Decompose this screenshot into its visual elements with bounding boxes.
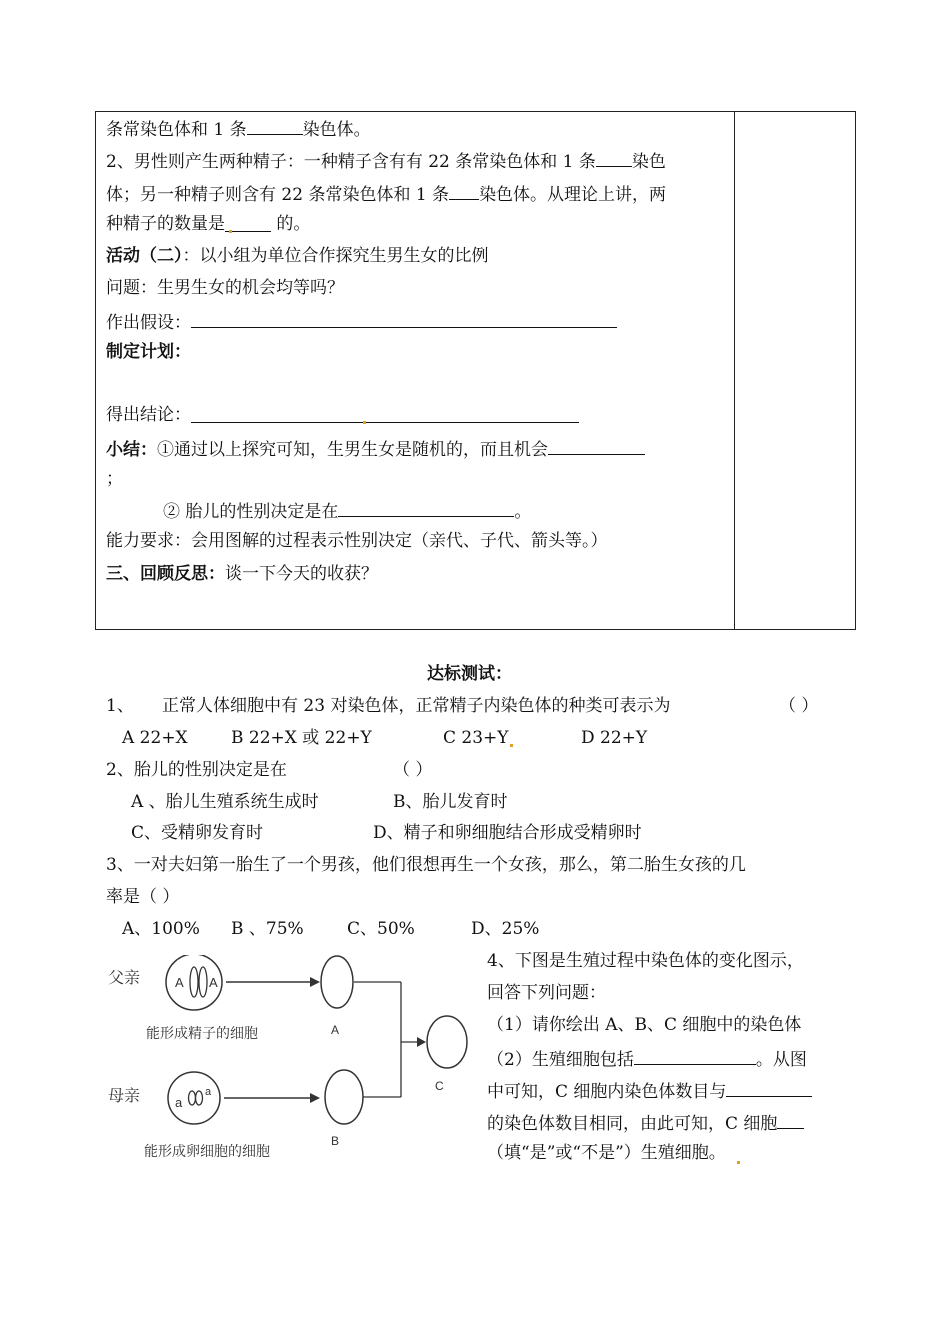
- text-line-4: [106, 213, 310, 235]
- mother-chromosome-1: [189, 1091, 196, 1105]
- blank-4: [225, 213, 271, 232]
- question-text: 问题：生男生女的机会均等吗？: [106, 278, 344, 298]
- line3-text: 体；另一种精子则含有 22 条常染色体和 1 条: [106, 185, 450, 205]
- cell-b-circle: [325, 1070, 363, 1124]
- test-title: 达标测试：: [427, 664, 512, 684]
- q4-line-6: [487, 1110, 804, 1135]
- mother-gene-1: a: [175, 1095, 183, 1110]
- text-line-3: [106, 181, 666, 206]
- q1-option-d: D 22+Y: [581, 728, 648, 748]
- arrow-father-head: [310, 977, 320, 987]
- summary-heading: 小结：: [106, 440, 157, 460]
- sperm-cell-label: 能形成精子的细胞: [146, 1025, 258, 1041]
- cell-a-circle: [321, 956, 353, 1008]
- q4-line-5-text: 中可知，C 细胞内染色体数目与: [487, 1082, 727, 1102]
- activity2-heading: 活动（二）: [106, 246, 183, 266]
- cell-a-label: A: [331, 1023, 340, 1037]
- blank-1: [247, 116, 303, 135]
- plan-label: 制定计划：: [106, 342, 191, 362]
- q4-line-5: [487, 1078, 812, 1103]
- ability-text: 能力要求：会用图解的过程表示性别决定（亲代、子代、箭头等。）: [106, 531, 608, 551]
- text-line-1: [106, 116, 371, 141]
- q3-option-a: A、100%: [122, 919, 200, 939]
- q1-text: 正常人体细胞中有 23 对染色体，正常精子内染色体的种类可表示为: [162, 696, 671, 716]
- blank-2: [596, 148, 632, 167]
- line4-text: 种精子的数量是: [106, 214, 225, 234]
- mother-gene-2: a: [205, 1086, 212, 1098]
- summary-blank-2: [338, 498, 514, 517]
- q4-line-2: 回答下列问题：: [487, 983, 606, 1003]
- review-text: 谈一下今天的收获？: [225, 564, 378, 584]
- q3-option-b: B 、75%: [231, 919, 304, 939]
- q3-option-d: D、25%: [471, 919, 540, 939]
- q4-blank-2: [726, 1078, 812, 1097]
- hypothesis-label: 作出假设：: [106, 313, 191, 333]
- line1-end: 染色体。: [302, 120, 371, 140]
- q4-mark-dot: [737, 1161, 740, 1164]
- q3-option-c: C、50%: [347, 919, 415, 939]
- q4-line-6-text: 的染色体数目相同，由此可知，C 细胞: [487, 1114, 778, 1134]
- q4-line-7-text: （填“是”或“不是”）生殖细胞。: [487, 1143, 726, 1163]
- summary-row-2: [163, 498, 531, 523]
- line2-end: 染色: [631, 152, 666, 172]
- table-column-divider: [734, 112, 735, 629]
- q4-blank-1: [634, 1046, 756, 1065]
- q4-line-3: （1）请你绘出 A、B、C 细胞中的染色体: [487, 1015, 802, 1035]
- cell-b-label: B: [331, 1134, 340, 1148]
- activity2-row: [106, 245, 489, 267]
- q1-option-c: C 23+Y: [443, 728, 509, 748]
- summary-item-1-end: ；: [106, 469, 123, 489]
- q2-option-d: D、精子和卵细胞结合形成受精卵时: [373, 823, 642, 843]
- q1-answer-paren: （ ）: [779, 696, 819, 716]
- father-gene-1: A: [175, 975, 184, 990]
- blank-3: [449, 181, 479, 200]
- conclusion-label: 得出结论：: [106, 405, 191, 425]
- q3-line-1: 3、一对夫妇第一胎生了一个男孩，他们很想再生一个女孩，那么，第二胎生女孩的几: [106, 855, 746, 875]
- q1-option-a: A 22+X: [122, 728, 188, 748]
- chromosome-diagram: [104, 955, 474, 1165]
- q2-answer-paren: （ ）: [393, 760, 433, 780]
- arrow-mother-head: [310, 1093, 320, 1103]
- q1-option-b: B 22+X 或 22+Y: [231, 728, 372, 748]
- line3-end: 染色体。从理论上讲，两: [479, 185, 667, 205]
- father-label: 父亲: [108, 970, 141, 987]
- q4-line-7: [487, 1142, 726, 1164]
- line2-text: 2、男性则产生两种精子：一种精子含有有 22 条常染色体和 1 条: [106, 152, 596, 172]
- q4-line-4: [487, 1046, 807, 1071]
- cell-c-label: C: [435, 1079, 444, 1093]
- egg-cell-label: 能形成卵细胞的细胞: [144, 1143, 270, 1159]
- summary-item-1: ①通过以上探究可知，生男生女是随机的，而且机会: [157, 440, 548, 460]
- review-row: [106, 563, 378, 585]
- q4-line-4-text: （2）生殖细胞包括: [487, 1050, 634, 1070]
- hypothesis-row: [106, 309, 617, 334]
- father-chromosome-2: [199, 967, 207, 997]
- q1-option-c-wrap: [443, 727, 514, 749]
- q4-blank-3: [777, 1110, 804, 1129]
- father-chromosome-1: [190, 967, 198, 997]
- conclusion-blank: [191, 404, 579, 423]
- arrow-c-head: [417, 1037, 426, 1047]
- q3-line-2: 率是（ ）: [106, 887, 180, 907]
- q4-line-4-end: 。从图: [755, 1050, 807, 1070]
- review-heading: 三、回顾反思：: [106, 564, 225, 584]
- line1-text: 条常染色体和 1 条: [106, 120, 247, 140]
- q2-option-b: B、胎儿发育时: [393, 792, 508, 812]
- q2-text: 2、胎儿的性别决定是在: [106, 760, 287, 780]
- text-line-2: [106, 148, 666, 173]
- summary-blank-1: [548, 436, 645, 455]
- diagram-svg: [104, 955, 474, 1165]
- mother-label: 母亲: [108, 1088, 141, 1105]
- cell-c-circle: [427, 1016, 467, 1068]
- summary-item-2: ② 胎儿的性别决定是在: [163, 502, 339, 522]
- hypothesis-blank: [191, 309, 617, 328]
- father-gene-2: A: [209, 975, 218, 990]
- q4-line-1: 4、下图是生殖过程中染色体的变化图示，: [487, 951, 804, 971]
- summary-row-1: [106, 436, 645, 461]
- activity2-title: ：以小组为单位合作探究生男生女的比例: [182, 246, 489, 266]
- conclusion-row: [106, 404, 579, 426]
- q2-option-a: A 、胎儿生殖系统生成时: [131, 792, 319, 812]
- mother-chromosome-2: [196, 1091, 203, 1105]
- q2-option-c: C、受精卵发育时: [131, 823, 264, 843]
- line4-end: 的。: [271, 214, 311, 234]
- summary-item-2-end: 。: [514, 502, 532, 522]
- q1-number: 1、: [106, 696, 134, 716]
